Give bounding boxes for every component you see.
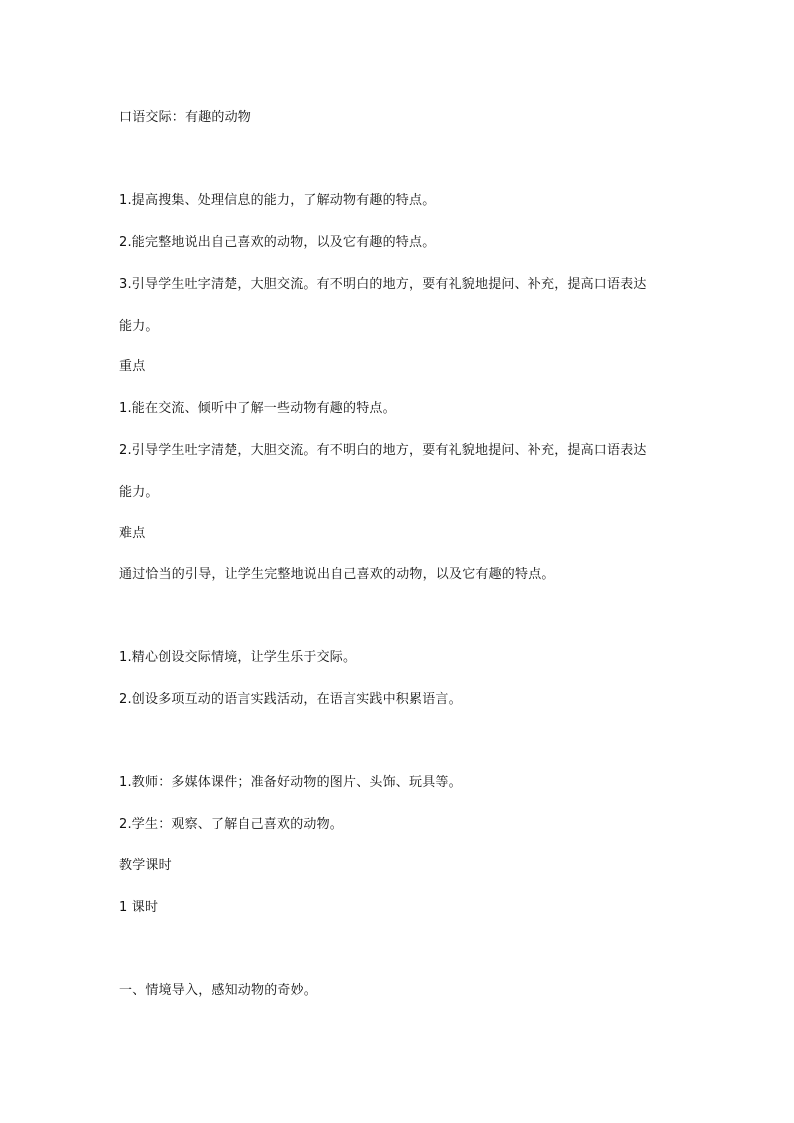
method-line: 1.精心创设交际情境，让学生乐于交际。 — [119, 650, 357, 665]
hours-heading: 教学课时 — [119, 858, 172, 873]
key-point-line: 1.能在交流、倾听中了解一些动物有趣的特点。 — [119, 401, 396, 416]
method-line: 2.创设多项互动的语言实践活动，在语言实践中积累语言。 — [119, 692, 462, 707]
key-point-line: 2.引导学生吐字清楚，大胆交流。有不明白的地方，要有礼貌地提问、补充，提高口语表达 — [119, 443, 647, 458]
difficulty-heading: 难点 — [119, 526, 146, 541]
difficulty-text: 通过恰当的引导，让学生完整地说出自己喜欢的动物，以及它有趣的特点。 — [119, 567, 555, 582]
document-title: 口语交际：有趣的动物 — [119, 110, 252, 125]
key-points-heading: 重点 — [119, 359, 146, 374]
preparation-line: 1.教师：多媒体课件；准备好动物的图片、头饰、玩具等。 — [119, 775, 462, 790]
objective-line: 能力。 — [119, 319, 159, 334]
section-heading: 一、情境导入，感知动物的奇妙。 — [119, 983, 318, 998]
objective-line: 1.提高搜集、处理信息的能力，了解动物有趣的特点。 — [119, 193, 436, 208]
hours-value: 1 课时 — [119, 900, 159, 915]
preparation-line: 2.学生：观察、了解自己喜欢的动物。 — [119, 817, 344, 832]
key-point-line: 能力。 — [119, 485, 159, 500]
objective-line: 2.能完整地说出自己喜欢的动物，以及它有趣的特点。 — [119, 235, 436, 250]
objective-line: 3.引导学生吐字清楚，大胆交流。有不明白的地方，要有礼貌地提问、补充，提高口语表达 — [119, 277, 647, 292]
